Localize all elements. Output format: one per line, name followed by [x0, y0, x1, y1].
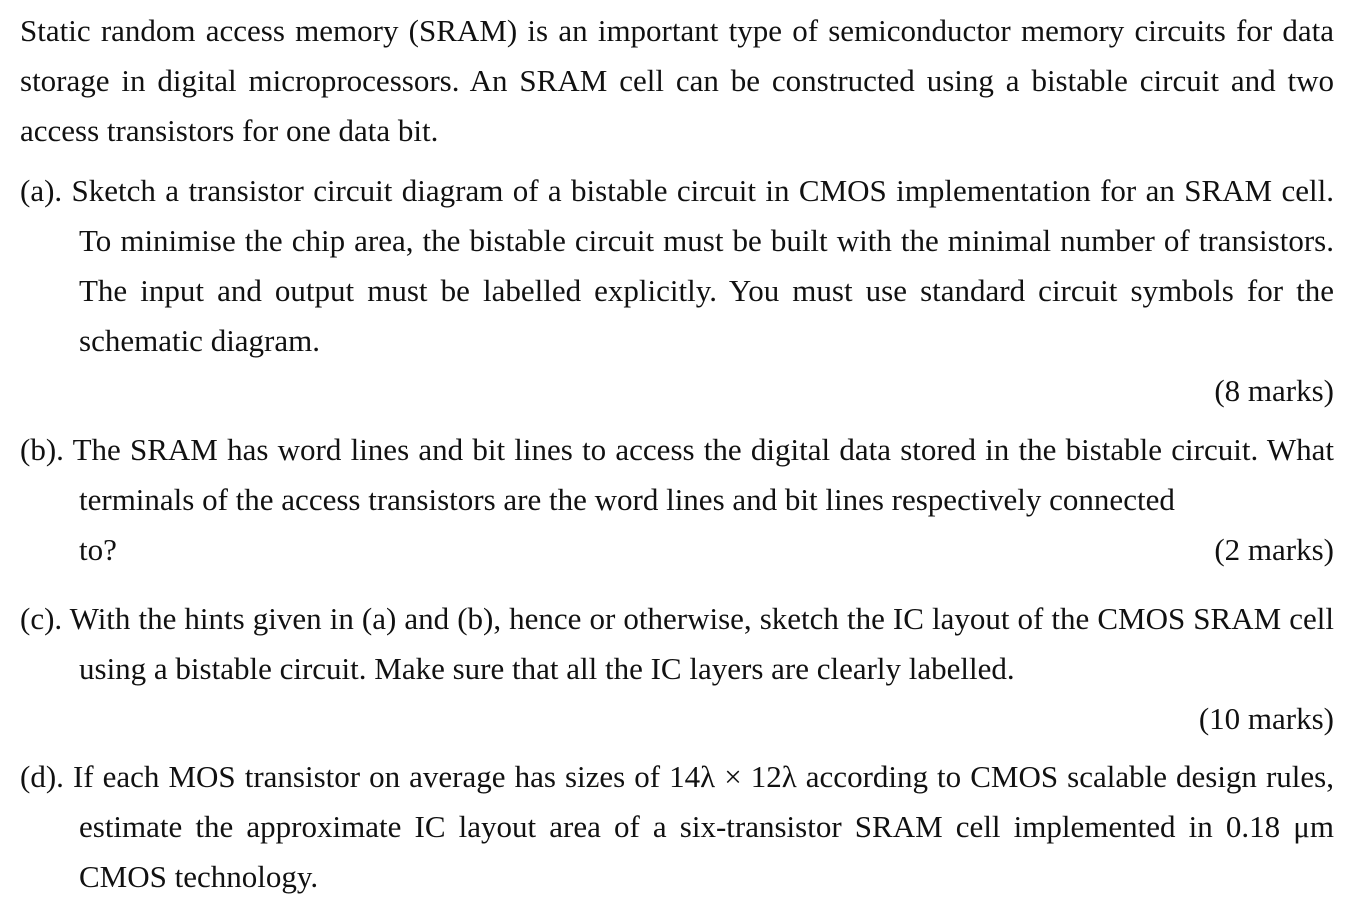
question-d-body: If each MOS transistor on average has sizes of 14λ × 12λ according to CMOS scalable design rules, estimate the approximate IC layout area of a six-transistor SRAM cell implemented in 0.18 μm CMOS technology. — [72, 759, 1334, 894]
question-c-marks: (10 marks) — [1198, 701, 1334, 736]
question-a-label: (a). — [20, 173, 63, 208]
question-b-body-end: to? — [79, 532, 117, 567]
intro-paragraph: Static random access memory (SRAM) is an important type of semiconductor memory circuits for data storage in digital microprocessors. An SRAM cell can be constructed using a bistable circuit and two access transistors for one data bit. — [20, 13, 1334, 148]
question-d-label: (d). — [20, 759, 64, 794]
question-b-marks: (2 marks) — [1214, 532, 1334, 567]
question-c-body: With the hints given in (a) and (b), hence or otherwise, sketch the IC layout of the CMOS SRAM cell using a bistable circuit. Make sure that all the IC layers are clearly labelled. — [69, 601, 1334, 686]
question-b — [20, 425, 1334, 575]
question-b-text — [20, 425, 1334, 525]
question-c-text — [20, 594, 1334, 694]
question-a-body: Sketch a transistor circuit diagram of a bistable circuit in CMOS implementation for an SRAM cell. To minimise the chip area, the bistable circuit must be built with the minimal number of transistors. The input and output must be labelled explicitly. You must use standard circuit symbols for the schematic diagram. — [71, 173, 1334, 358]
question-a-text — [20, 166, 1334, 366]
question-d-text — [20, 752, 1334, 902]
question-c-label: (c). — [20, 601, 63, 636]
question-c — [20, 594, 1334, 744]
question-b-body: The SRAM has word lines and bit lines to access the digital data stored in the bistable circuit. What terminals of the access transistors are the word lines and bit lines respectively connected — [72, 432, 1334, 517]
question-a — [20, 166, 1334, 416]
question-d — [20, 752, 1334, 902]
question-page — [20, 0, 1334, 913]
question-a-marks: (8 marks) — [1214, 373, 1334, 408]
question-b-last-line — [20, 525, 1334, 575]
question-b-label: (b). — [20, 432, 64, 467]
